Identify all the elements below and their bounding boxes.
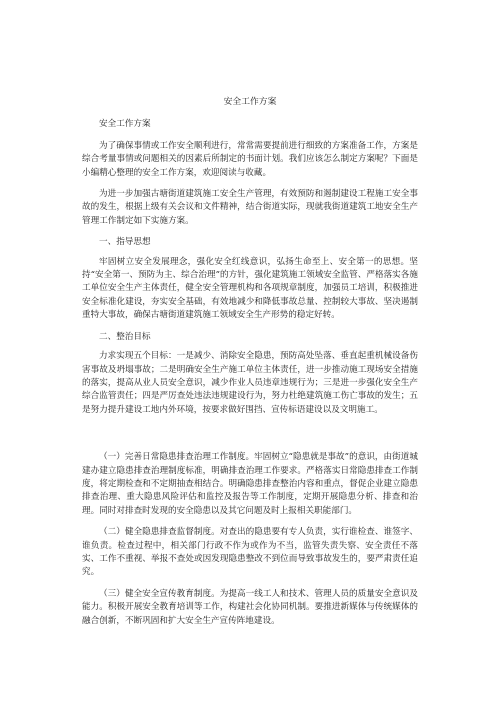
paragraph-measure-2: （二）健全隐患排查监督制度。对查出的隐患要有专人负责，实行谁检查、谁签字、谁负责。检查过程中，相关部门行政不作为或作为不当，监管失责失察、安全责任不落实、工作不重视、举报不查处或因发现隐患整改不到位而导致事故发生的，要严肃责任追究。 — [82, 527, 418, 578]
spacer — [82, 425, 418, 451]
paragraph-purpose: 为进一步加强古塘街道建筑施工安全生产管理，有效预防和遏制建设工程施工安全事故的发生，根据上级有关会议和文件精神，结合街道实际，现就我街道建筑工地安全生产管理工作制定如下实施方案。 — [82, 189, 418, 226]
section-heading-guiding: 一、指导思想 — [99, 237, 151, 248]
paragraph-intro: 为了确保事情或工作安全顺利进行，常常需要提前进行细致的方案准备工作，方案是综合考量事情或问题相关的因素后所制定的书面计划。我们应该怎么制定方案呢？下面是小编精心整理的安全工作方案，欢迎阅读与收藏。 — [82, 140, 418, 178]
document-subtitle: 安全工作方案 — [99, 119, 151, 130]
section-heading-goals: 二、整治目标 — [99, 331, 151, 342]
paragraph-goals: 力求实现五个目标：一是减少、消除安全隐患，预防高处坠落、垂直起重机械设备伤害事故及坍塌事故；二是明确安全生产施工单位主体责任，进一步推动施工现场安全措施的落实，提高从业人员安全意识，减少作业人员违章违规行为；三是进一步强化安全生产综合监管责任；四是严厉查处违法违规建设行为，努力杜绝建筑施工伤亡事故的发生；五是努力提升建设工地内外环境，按要求做好围挡、宣传标语建设以及文明施工。 — [82, 351, 418, 415]
paragraph-measure-3: （三）健全安全宣传教育制度。为提高一线工人和技术、管理人员的质量安全意识及能力。积极开展安全教育培训等工作，构建社会化协同机制。要推进新媒体与传统媒体的融合创新，不断巩固和扩大安全生产宣传阵地建设。 — [82, 588, 418, 626]
paragraph-measure-1: （一）完善日常隐患排查治理工作制度。牢固树立“隐患就是事故”的意识，由街道城建办建立隐患排查治理制度标准，明确排查治理工作要求。严格落实日常隐患排查工作制度，将定期检查和不定期抽查相结合。明确隐患排查整治内容和重点，督促企业建立隐患排查治理、重大隐患风险评估和监控及报告等工作制度，定期开展隐患分析、排查和治理。同时对排查时发现的安全隐患以及其它问题及时上报相关职能部门。 — [82, 452, 418, 516]
paragraph-guiding: 牢固树立安全发展理念，强化安全红线意识，弘扬生命至上、安全第一的思想。坚持“安全第一、预防为主、综合治理”的方针，强化建筑施工领域安全监管、严格落实各施工单位安全生产主体责任，健全安全管理机构和各项规章制度，加强员工培训，积极推进安全标准化建设，夯实安全基础，有效地减少和降低事故总量、控制较大事故、坚决遏制重特大事故，确保古塘街道建筑施工领域安全生产形势的稳定好转。 — [82, 256, 418, 321]
document-title: 安全工作方案 — [223, 97, 277, 107]
